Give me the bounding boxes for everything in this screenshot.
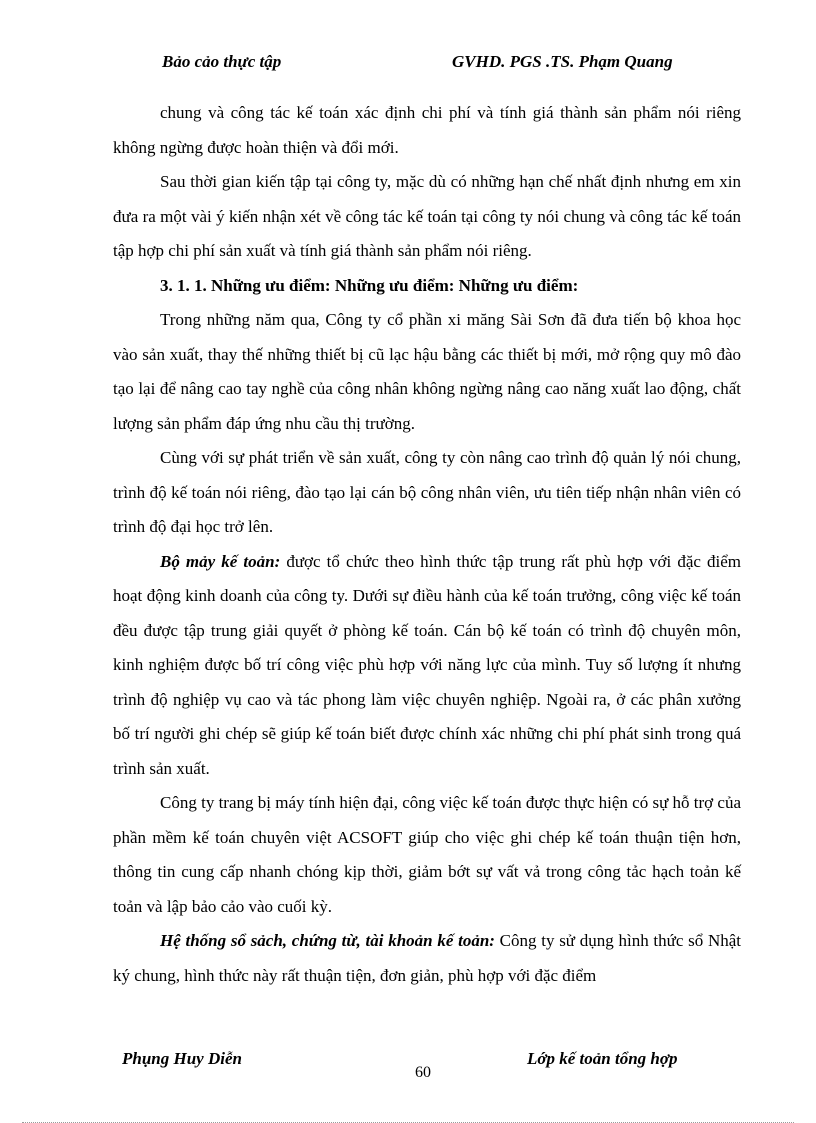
- page-number: 60: [415, 1064, 431, 1081]
- paragraph-7-lead: Hệ thống sổ sảch, chứng từ, tài khoản kế toản:: [160, 931, 495, 950]
- paragraph-5-lead: Bộ mảy kế toản:: [160, 551, 281, 571]
- paragraph-3: Trong những năm qua, Công ty cổ phần xi măng Sài Sơn đã đưa tiến bộ khoa học vào sản xuất, thay thế những thiết bị cũ lạc hậu bằng các thiết bị mới, mở rộng quy mô đào tạo lại để nâng cao tay nghề của công nhân không ngừng nâng cao năng xuất lao động, chất lượng sản phẩm đáp ứng nhu cầu thị trường.: [113, 310, 741, 433]
- paragraph-2: Sau thời gian kiến tập tại công ty, mặc dù có những hạn chế nhất định nhưng em xin đưa ra một vài ý kiến nhận xét về công tác kế toán tại công ty nói chung và công tác kế toán tập hợp chi phí sản xuất và tính giá thành sản phẩm nói riêng.: [113, 172, 741, 260]
- header-right: GVHD. PGS .TS. Phạm Quang: [452, 52, 673, 71]
- paragraph-1: chung và công tác kế toán xác định chi phí và tính giá thành sản phẩm nói riêng không ngừng được hoàn thiện và đổi mới.: [113, 103, 741, 157]
- paragraph-5: [113, 545, 741, 787]
- footer-class: Lớp kế toản tổng hợp: [527, 1049, 678, 1068]
- paragraph-7-text: Công ty sử dụng hình thức sổ Nhật ký chung, hình thức này rất thuận tiện, đơn giản, phù hợp với đặc điểm: [113, 931, 742, 985]
- header-left: Bảo cảo thực tập: [162, 52, 282, 71]
- footer-author: Phụng Huy Diễn: [122, 1049, 242, 1068]
- document-body: [113, 96, 741, 993]
- section-heading: 3. 1. 1. Những ưu điểm: Những ưu điểm: Những ưu điểm:: [160, 275, 579, 295]
- paragraph-6: Công ty trang bị máy tính hiện đại, công việc kế toán được thực hiện có sự hỗ trợ của phần mềm kế toán chuyên việt ACSOFT giúp cho việc ghi chép kế toán thuận tiện hơn, thông tin cung cấp nhanh chóng kịp thời, giảm bớt sự vất vả trong công tảc hạch toản kế toản và lập bảo cảo vào cuối kỳ.: [113, 793, 741, 916]
- paragraph-4: Cùng với sự phát triển về sản xuất, công ty còn nâng cao trình độ quản lý nói chung, trình độ kế toán nói riêng, đào tạo lại cán bộ công nhân viên, ưu tiên tiếp nhận nhân viên có trình độ đại học trở lên.: [113, 448, 741, 536]
- paragraph-7: [113, 924, 741, 993]
- paragraph-5-text: được tổ chức theo hình thức tập trung rất phù hợp với đặc điểm hoạt động kinh doanh của công ty. Dưới sự điều hành của kế toán trưởng, công việc kế toán đều được tập trung giải quyết ở phòng kế toán. Cán bộ kế toán có trình độ chuyên môn, kinh nghiệm được bố trí công việc phù hợp với năng lực của mình. Tuy số lượng ít nhưng trình độ nghiệp vụ cao và tác phong làm việc chuyên nghiệp. Ngoài ra, ở các phân xưởng bố trí người ghi chép sẽ giúp kế toán biết được chính xác những chi phí phát sinh trong quá trình sản xuất.: [113, 551, 741, 778]
